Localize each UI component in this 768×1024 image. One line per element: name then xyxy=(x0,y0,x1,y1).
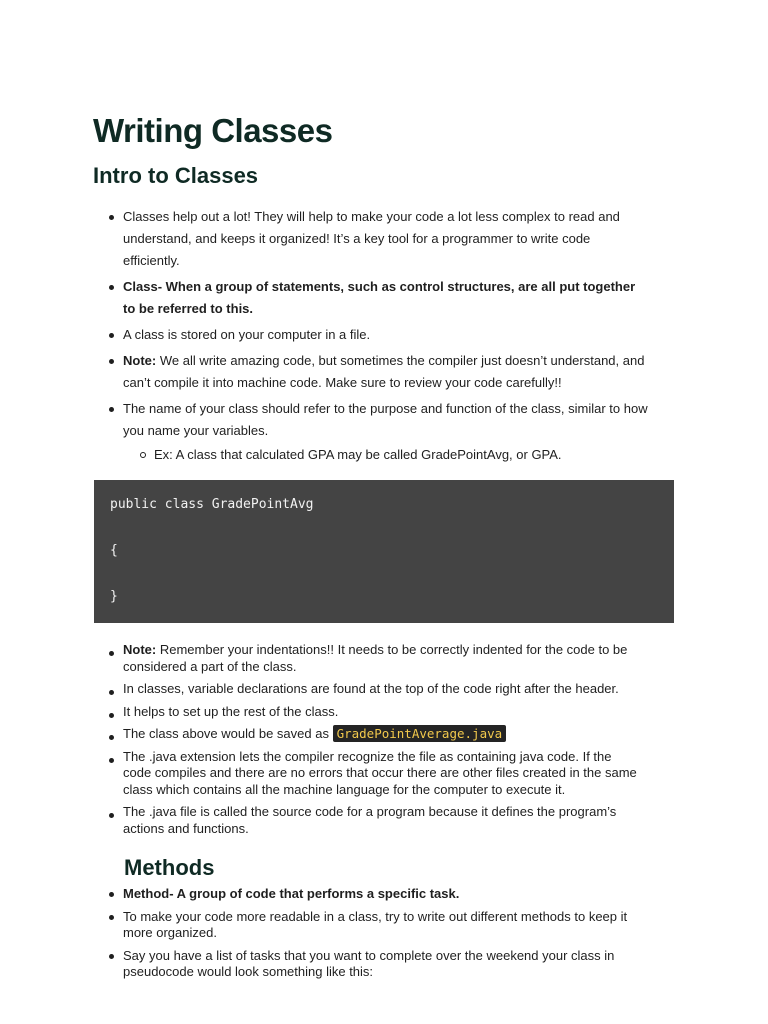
list-item xyxy=(108,726,643,743)
item-text: A class is stored on your computer in a file. xyxy=(123,327,371,342)
note-label: Note: xyxy=(123,642,157,657)
list-item xyxy=(108,642,643,675)
list-item xyxy=(108,886,643,903)
list-item xyxy=(108,804,643,837)
list-item xyxy=(108,909,643,942)
sub-item-text: Ex: A class that calculated GPA may be called GradePointAvg, or GPA. xyxy=(154,447,562,462)
item-text: We all write amazing code, but sometimes the compiler just doesn’t understand, and can’t compile it into machine code. Make sure to review your code carefully!! xyxy=(123,353,645,390)
list-item xyxy=(108,276,648,320)
methods-list xyxy=(108,886,643,987)
list-item xyxy=(108,948,643,981)
item-bold-text: Method- A group of code that performs a specific task. xyxy=(123,886,460,901)
item-text: The .java file is called the source code for a program because it defines the program’s actions and functions. xyxy=(123,804,617,836)
item-text: The name of your class should refer to the purpose and function of the class, similar to how you name your variables. xyxy=(123,401,648,438)
intro-list xyxy=(108,206,648,470)
item-text: The class above would be saved as xyxy=(123,726,333,741)
list-item xyxy=(108,324,648,346)
item-text: In classes, variable declarations are found at the top of the code right after the header. xyxy=(123,681,619,696)
section-heading-intro: Intro to Classes xyxy=(93,163,259,188)
item-text: The .java extension lets the compiler recognize the file as containing java code. If the code compiles and there are no errors that occur there are other files created in the same class which contains all the machine language for the computer to execute it. xyxy=(123,748,637,797)
list-item xyxy=(108,681,643,698)
code-line: public class GradePointAvg xyxy=(110,497,314,512)
item-text: It helps to set up the rest of the class. xyxy=(123,703,339,719)
item-bold-text: Class- When a group of statements, such as control structures, are all put together to be referred to this. xyxy=(123,279,636,316)
code-block xyxy=(94,480,674,623)
list-item xyxy=(108,206,648,272)
section-heading-methods: Methods xyxy=(124,855,215,880)
notes-list xyxy=(108,642,643,843)
item-text: To make your code more readable in a class, try to write out different methods to keep it more organized. xyxy=(123,908,628,940)
list-item xyxy=(108,350,648,394)
page-title: Writing Classes xyxy=(93,112,333,149)
code-line: { xyxy=(110,543,118,558)
item-text: Remember your indentations!! It needs to be correctly indented for the code to be considered a part of the class. xyxy=(123,642,628,674)
list-item xyxy=(108,704,643,721)
list-item xyxy=(108,398,648,442)
item-text: Say you have a list of tasks that you want to complete over the weekend your class in pseudocode would look something like this: xyxy=(123,947,615,979)
list-item xyxy=(108,749,643,799)
item-text: Classes help out a lot! They will help to make your code a lot less complex to read and understand, and keeps it organized! It’s a key tool for a programmer to write code efficiently. xyxy=(123,209,620,268)
sub-list-item xyxy=(108,444,648,466)
inline-code-filename: GradePointAverage.java xyxy=(333,725,507,742)
code-line: } xyxy=(110,589,118,604)
item-bold-text: Note: xyxy=(123,353,157,368)
